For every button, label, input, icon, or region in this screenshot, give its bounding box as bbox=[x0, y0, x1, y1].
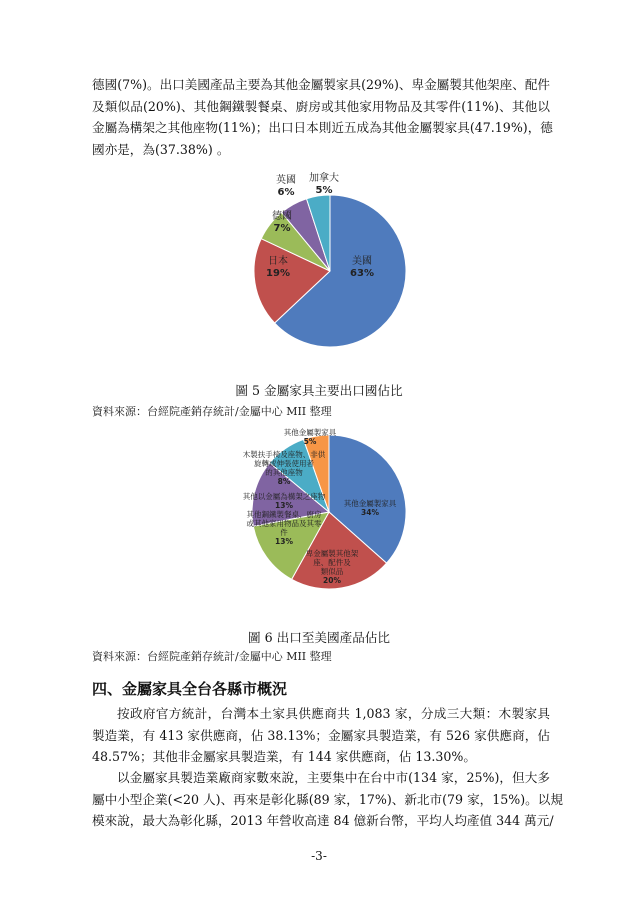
text-line: 以金屬家具製造業廠商家數來說，主要集中在台中市(134 家，25%)，但大多 bbox=[117, 770, 550, 785]
slice-label-line: 旋轉或伸張使用者 bbox=[254, 459, 314, 468]
slice-label bbox=[309, 171, 339, 196]
text-line: 按政府官方統計，台灣本土家具供應商共 1,083 家，分成三大類：木製家具 bbox=[117, 706, 550, 721]
slice-label bbox=[350, 254, 374, 279]
slice-label-line: 的其他座物 bbox=[265, 468, 303, 477]
section-paragraph-2 bbox=[92, 767, 563, 832]
slice-value-label: 5% bbox=[303, 437, 317, 446]
slice-label-line: 卑金屬製其他架 bbox=[305, 549, 359, 558]
slice-label-line: 件 bbox=[280, 528, 288, 537]
text-line: 國亦是，為(37.38%) 。 bbox=[92, 141, 230, 157]
slice-label-line: 加拿大 bbox=[309, 173, 339, 184]
slice-label bbox=[272, 209, 292, 234]
slice-label-line: 或其他家用物品及其零 bbox=[246, 519, 322, 528]
slice-value-label: 5% bbox=[315, 185, 333, 196]
figure6-source: 資料來源：台經院產銷存統計/金屬中心 MII 整理 bbox=[92, 650, 332, 663]
figure6-pie-chart bbox=[228, 425, 428, 597]
figure5-pie-chart bbox=[228, 168, 428, 348]
slice-label-line: 其他以金屬為構架之座物 bbox=[242, 492, 326, 501]
slice-label-line: 美國 bbox=[352, 256, 372, 267]
slice-label-line: 座、配件及 bbox=[313, 558, 351, 567]
slice-value-label: 13% bbox=[275, 537, 293, 546]
slice-value-label: 7% bbox=[273, 223, 291, 234]
slice-label bbox=[266, 254, 290, 279]
slice-value-label: 13% bbox=[275, 501, 293, 510]
text-line: 屬中小型企業(<20 人)、再來是彰化縣(89 家，17%)、新北市(79 家，15%)。以規 bbox=[92, 791, 563, 807]
slice-value-label: 34% bbox=[361, 508, 379, 517]
slice-label-line: 其他金屬製家具 bbox=[343, 499, 397, 508]
figure6-caption: 圖 6 出口至美國產品佔比 bbox=[248, 630, 390, 645]
text-line: 模來說，最大為彰化縣，2013 年營收高達 84 億新台幣，平均人均產值 344 萬元/ bbox=[92, 813, 554, 828]
slice-value-label: 20% bbox=[323, 576, 341, 585]
section-paragraph-1 bbox=[92, 703, 550, 768]
slice-value-label: 6% bbox=[277, 187, 295, 198]
slice-value-label: 19% bbox=[266, 268, 290, 279]
slice-value-label: 63% bbox=[350, 268, 374, 279]
slice-label-line: 德國 bbox=[272, 211, 292, 222]
text-line: 製造業，有 413 家供應商，佔 38.13%；金屬家具製造業，有 526 家供應商，佔 bbox=[92, 727, 550, 743]
page-number: -3- bbox=[311, 849, 327, 863]
section-title: 四、金屬家具全台各縣市概況 bbox=[92, 680, 288, 698]
text-line: 及類似品(20%)、其他鋼鐵製餐桌、廚房或其他家用物品及其零件(11%)、其他以 bbox=[92, 98, 550, 114]
slice-label-line: 類似品 bbox=[320, 567, 344, 576]
figure5-caption: 圖 5 金屬家具主要出口國佔比 bbox=[235, 383, 403, 398]
text-line: 德國(7%)。出口美國產品主要為其他金屬製家具(29%)、卑金屬製其他架座、配件 bbox=[92, 77, 551, 92]
slice-label-line: 其他鋼鐵製餐桌、廚房 bbox=[246, 510, 322, 519]
slice-label-line: 其他金屬製家具 bbox=[283, 428, 337, 437]
text-line: 48.57%；其他非金屬家具製造業，有 144 家供應商，佔 13.30%。 bbox=[92, 749, 476, 764]
slice-label-line: 英國 bbox=[276, 175, 296, 186]
slice-value-label: 8% bbox=[277, 477, 291, 486]
slice-label-line: 日本 bbox=[268, 256, 288, 267]
text-line: 金屬為構架之其他座物(11%)；出口日本則近五成為其他金屬製家具(47.19%)，德 bbox=[92, 120, 553, 135]
intro-paragraph bbox=[92, 74, 553, 160]
slice-label bbox=[276, 173, 296, 198]
figure5-source: 資料來源：台經院產銷存統計/金屬中心 MII 整理 bbox=[92, 405, 332, 418]
slice-label-line: 木製扶手椅及座物、非供 bbox=[242, 450, 326, 459]
